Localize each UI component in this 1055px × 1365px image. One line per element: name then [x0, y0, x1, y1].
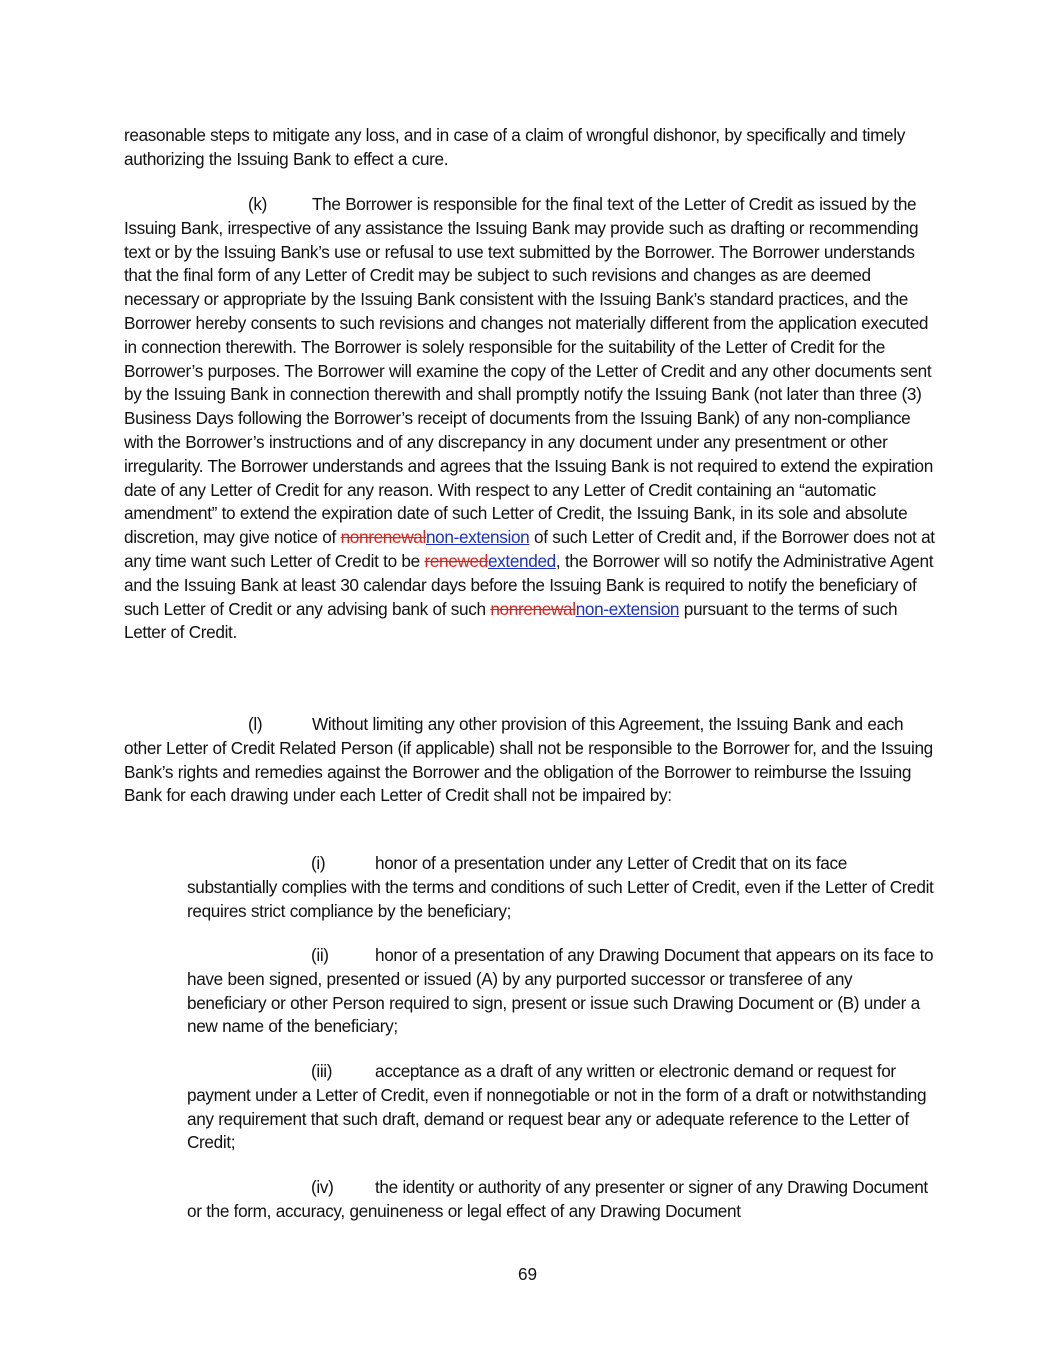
paragraph-k	[124, 193, 936, 645]
inserted-text-link[interactable]: non-extension	[425, 527, 530, 548]
sub-item-text: the identity or authority of any presenter or signer of any Drawing Document or the form, accuracy, genuineness or legal effect of any Drawing Document	[187, 1177, 928, 1221]
paragraph-k-text-1: The Borrower is responsible for the final text of the Letter of Credit as issued by the Issuing Bank, irrespective of any assistance the Issuing Bank may provide such as drafting or recommending text or by the Issuing Bank’s use or refusal to use text submitted by the Borrower. The Borrower understands that the final form of any Letter of Credit may be subject to such revisions and changes as are deemed necessary or appropriate by the Issuing Bank consistent with the Issuing Bank’s standard practices, and the Borrower hereby consents to such revisions and changes not materially different from the application executed in connection therewith. The Borrower is solely responsible for the suitability of the Letter of Credit for the Borrower’s purposes. The Borrower will examine the copy of the Letter of Credit and any other documents sent by the Issuing Bank in connection therewith and shall promptly notify the Issuing Bank (not later than three (3) Business Days following the Borrower’s receipt of documents from the Issuing Bank) of any non-compliance with the Borrower’s instructions and of any discrepancy in any document under any presentment or other irregularity. The Borrower understands and agrees that the Issuing Bank is not required to extend the expiration date of any Letter of Credit for any reason. With respect to any Letter of Credit containing an “automatic amendment” to extend the expiration date of such Letter of Credit, the Issuing Bank, in its sole and absolute discretion, may give notice of	[124, 194, 933, 548]
sub-item-text: honor of a presentation under any Letter of Credit that on its face substantially complies with the terms and conditions of such Letter of Credit, even if the Letter of Credit requires strict compliance by the beneficiary;	[187, 853, 934, 921]
inserted-text-link[interactable]: extended	[487, 550, 556, 571]
deleted-text: nonrenewal	[490, 598, 576, 619]
sub-item-i	[187, 852, 935, 923]
sub-item-text: honor of a presentation of any Drawing Document that appears on its face to have been signed, presented or issued (A) by any purported successor or transferee of any beneficiary or other Person required to sign, present or issue such Drawing Document or (B) under a new name of the beneficiary;	[187, 945, 934, 1037]
page-number: 69	[517, 1264, 538, 1284]
sub-item-label: (ii)	[311, 945, 329, 965]
sub-item-iii	[187, 1060, 935, 1155]
sub-item-label: (i)	[311, 853, 326, 873]
inserted-text-link[interactable]: non-extension	[575, 598, 680, 619]
paragraph-k-label: (k)	[248, 194, 267, 214]
sub-item-label: (iii)	[311, 1061, 333, 1081]
deleted-text: renewed	[424, 550, 488, 571]
paragraph-l-text: Without limiting any other provision of this Agreement, the Issuing Bank and each other Letter of Credit Related Person (if applicable) shall not be responsible to the Borrower for, and the Issuing Bank’s rights and remedies against the Borrower and the obligation of the Borrower to reimburse the Issuing Bank for each drawing under each Letter of Credit shall not be impaired by:	[124, 714, 933, 806]
paragraph-l-label: (l)	[248, 714, 263, 734]
sub-item-text: acceptance as a draft of any written or electronic demand or request for payment under a Letter of Credit, even if nonnegotiable or not in the form of a draft or notwithstanding any requirement that such draft, demand or request bear any or adequate reference to the Letter of Credit;	[187, 1061, 927, 1153]
sub-item-ii	[187, 944, 935, 1039]
continuation-paragraph: reasonable steps to mitigate any loss, and in case of a claim of wrongful dishonor, by specifically and timely authorizing the Issuing Bank to effect a cure.	[124, 125, 905, 169]
paragraph-k-text-3: , the Borrower will so notify the Administrative Agent and the Issuing Bank at least 30 calendar days before the Issuing Bank is required to notify the beneficiary of such Letter of Credit or any advising bank of such	[124, 550, 934, 619]
deleted-text: nonrenewal	[340, 527, 426, 548]
paragraph-k-text-2: of such Letter of Credit and, if the Borrower does not at any time want such Letter of Credit to be	[124, 527, 935, 571]
paragraph-l	[124, 713, 936, 808]
sub-item-label: (iv)	[311, 1177, 334, 1197]
paragraph-k-text-4: pursuant to the terms of such Letter of Credit.	[124, 598, 898, 643]
sub-item-iv	[187, 1176, 935, 1224]
